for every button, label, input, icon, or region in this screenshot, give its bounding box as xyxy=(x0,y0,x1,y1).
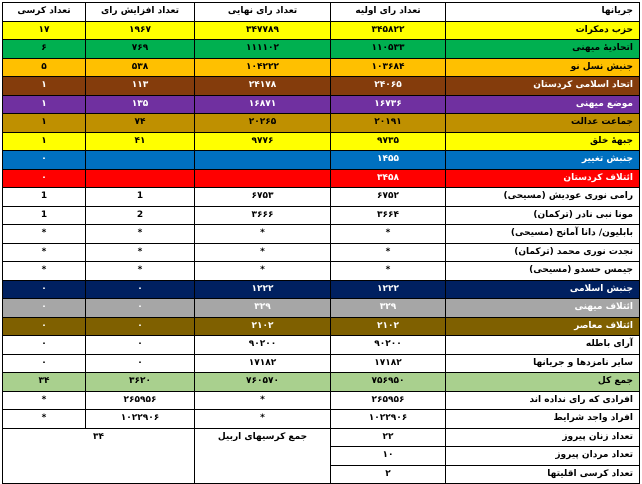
table-row xyxy=(3,114,640,133)
final-votes-cell: ۳۲۹ xyxy=(195,299,331,318)
footer-value-cell: ۱۰ xyxy=(331,447,446,466)
initial-votes-cell: ۲۰۱۹۱ xyxy=(331,114,446,133)
seats-cell: ۱ xyxy=(3,95,86,114)
table-row xyxy=(3,188,640,207)
header-initial-votes: تعداد رای اولیه xyxy=(331,3,446,22)
party-name-cell: جبههٔ خلق xyxy=(446,132,640,151)
final-votes-cell: ۳۴۷۷۸۹ xyxy=(195,21,331,40)
table-row xyxy=(3,262,640,281)
final-votes-cell: ۱۰۴۲۲۲ xyxy=(195,58,331,77)
final-votes-cell: * xyxy=(195,410,331,429)
initial-votes-cell: ۹۷۳۵ xyxy=(331,132,446,151)
final-votes-cell: ۱۱۱۱۰۲ xyxy=(195,40,331,59)
initial-votes-cell: ۲۱۰۲ xyxy=(331,317,446,336)
seats-cell: * xyxy=(3,225,86,244)
seats-cell: ۰ xyxy=(3,280,86,299)
footer-value-cell: ۲ xyxy=(331,465,446,484)
final-votes-cell: ۱۷۱۸۲ xyxy=(195,354,331,373)
table-row xyxy=(3,299,640,318)
vote-increase-cell: ۰ xyxy=(86,280,195,299)
table-row xyxy=(3,40,640,59)
initial-votes-cell: ۱۱۰۵۳۳ xyxy=(331,40,446,59)
seats-cell: ۰ xyxy=(3,169,86,188)
table-row xyxy=(3,21,640,40)
party-name-cell: افرادی که رای نداده اند xyxy=(446,391,640,410)
initial-votes-cell: ۱۴۵۵ xyxy=(331,151,446,170)
vote-increase-cell: ۰ xyxy=(86,299,195,318)
seats-cell: ۰ xyxy=(3,151,86,170)
table-row xyxy=(3,169,640,188)
party-name-cell: بابلیون/ دانا آمانج (مسیحی) xyxy=(446,225,640,244)
footer-label-cell: تعداد مردان پیروز xyxy=(446,447,640,466)
vote-increase-cell: * xyxy=(86,225,195,244)
final-votes-cell: ۲۴۱۷۸ xyxy=(195,77,331,96)
initial-votes-cell: ۲۶۵۹۵۶ xyxy=(331,391,446,410)
footer-value-cell: ۲۲ xyxy=(331,428,446,447)
table-row xyxy=(3,225,640,244)
table-row xyxy=(3,151,640,170)
final-votes-cell: * xyxy=(195,391,331,410)
vote-increase-cell: ۵۳۸ xyxy=(86,58,195,77)
final-votes-cell: ۲۰۲۶۵ xyxy=(195,114,331,133)
party-name-cell: جنبش تغییر xyxy=(446,151,640,170)
party-name-cell: جنبش نسل نو xyxy=(446,58,640,77)
party-name-cell: اتحاد اسلامی کردستان xyxy=(446,77,640,96)
vote-increase-cell xyxy=(86,151,195,170)
vote-increase-cell: ۱۹۶۷ xyxy=(86,21,195,40)
party-name-cell: جیمس حسدو (مسیحی) xyxy=(446,262,640,281)
footer-label-cell: تعداد زنان پیروز xyxy=(446,428,640,447)
initial-votes-cell: ۱۰۲۲۹۰۶ xyxy=(331,410,446,429)
final-votes-cell: * xyxy=(195,262,331,281)
vote-increase-cell: ۴۱ xyxy=(86,132,195,151)
table-row xyxy=(3,354,640,373)
vote-increase-cell: ۷۴ xyxy=(86,114,195,133)
seats-cell: ۱ xyxy=(3,114,86,133)
header-seats: تعداد کرسی xyxy=(3,3,86,22)
seats-cell: ۰ xyxy=(3,336,86,355)
party-name-cell: موضع میهنی xyxy=(446,95,640,114)
erbil-seats-label: جمع کرسیهای اربیل xyxy=(195,428,331,484)
initial-votes-cell: ۹۰۲۰۰ xyxy=(331,336,446,355)
seats-cell: * xyxy=(3,262,86,281)
table-row xyxy=(3,280,640,299)
party-name-cell: سایر نامزدها و جریانها xyxy=(446,354,640,373)
footer-label-cell: تعداد کرسی اقلیتها xyxy=(446,465,640,484)
seats-cell: ۱ xyxy=(3,77,86,96)
party-name-cell: ائتلاف کردستان xyxy=(446,169,640,188)
vote-increase-cell: ۱۳۵ xyxy=(86,95,195,114)
vote-increase-cell: ۱۰۲۲۹۰۶ xyxy=(86,410,195,429)
vote-increase-cell: * xyxy=(86,243,195,262)
header-vote-increase: تعداد افزایش رای xyxy=(86,3,195,22)
final-votes-cell: ۱۶۸۷۱ xyxy=(195,95,331,114)
seats-cell: * xyxy=(3,391,86,410)
initial-votes-cell: ۱۶۷۳۶ xyxy=(331,95,446,114)
initial-votes-cell: * xyxy=(331,262,446,281)
party-name-cell: حزب دمکرات xyxy=(446,21,640,40)
table-header-row xyxy=(3,3,640,22)
vote-increase-cell: 2 xyxy=(86,206,195,225)
table-row xyxy=(3,95,640,114)
final-votes-cell: ۳۶۶۶ xyxy=(195,206,331,225)
erbil-total-seats: ۳۴ xyxy=(3,428,195,484)
vote-increase-cell: ۰ xyxy=(86,317,195,336)
vote-increase-cell: ۰ xyxy=(86,336,195,355)
vote-increase-cell: ۲۶۵۹۵۶ xyxy=(86,391,195,410)
footer-row xyxy=(3,428,640,447)
vote-increase-cell: 1 xyxy=(86,188,195,207)
initial-votes-cell: ۷۵۶۹۵۰ xyxy=(331,373,446,392)
initial-votes-cell: ۶۷۵۲ xyxy=(331,188,446,207)
seats-cell: 1 xyxy=(3,188,86,207)
final-votes-cell: ۷۶۰۵۷۰ xyxy=(195,373,331,392)
vote-increase-cell: ۳۶۲۰ xyxy=(86,373,195,392)
party-name-cell: نجدت نوری محمد (ترکمان) xyxy=(446,243,640,262)
vote-increase-cell xyxy=(86,169,195,188)
final-votes-cell: ۹۷۷۶ xyxy=(195,132,331,151)
seats-cell: ۱۷ xyxy=(3,21,86,40)
party-name-cell: جنبش اسلامی xyxy=(446,280,640,299)
seats-cell: ۰ xyxy=(3,299,86,318)
election-results-table xyxy=(2,2,640,484)
initial-votes-cell: ۲۴۰۶۵ xyxy=(331,77,446,96)
table-row xyxy=(3,77,640,96)
party-name-cell: جمع کل xyxy=(446,373,640,392)
final-votes-cell: ۱۲۲۲ xyxy=(195,280,331,299)
initial-votes-cell: ۱۰۳۶۸۴ xyxy=(331,58,446,77)
initial-votes-cell: * xyxy=(331,243,446,262)
initial-votes-cell: ۳۴۵۸ xyxy=(331,169,446,188)
vote-increase-cell: ۰ xyxy=(86,354,195,373)
seats-cell: ۳۴ xyxy=(3,373,86,392)
initial-votes-cell: ۱۲۲۲ xyxy=(331,280,446,299)
header-final-votes: تعداد رای نهایی xyxy=(195,3,331,22)
table-row xyxy=(3,391,640,410)
seats-cell: ۰ xyxy=(3,317,86,336)
party-name-cell: مونا نبی نادر (ترکمان) xyxy=(446,206,640,225)
seats-cell: ۱ xyxy=(3,132,86,151)
vote-increase-cell: ۷۶۹ xyxy=(86,40,195,59)
final-votes-cell: * xyxy=(195,243,331,262)
seats-cell: ۵ xyxy=(3,58,86,77)
party-name-cell: جماعت عدالت xyxy=(446,114,640,133)
seats-cell: * xyxy=(3,243,86,262)
party-name-cell: آرای باطله xyxy=(446,336,640,355)
party-name-cell: افراد واجد شرایط xyxy=(446,410,640,429)
final-votes-cell: ۹۰۲۰۰ xyxy=(195,336,331,355)
initial-votes-cell: ۳۲۹ xyxy=(331,299,446,318)
final-votes-cell: ۲۱۰۲ xyxy=(195,317,331,336)
final-votes-cell: ۶۷۵۳ xyxy=(195,188,331,207)
final-votes-cell xyxy=(195,151,331,170)
table-row xyxy=(3,206,640,225)
initial-votes-cell: * xyxy=(331,225,446,244)
seats-cell: ۶ xyxy=(3,40,86,59)
seats-cell: 1 xyxy=(3,206,86,225)
table-row xyxy=(3,410,640,429)
party-name-cell: اتحادیهٔ میهنی xyxy=(446,40,640,59)
initial-votes-cell: ۳۴۵۸۲۲ xyxy=(331,21,446,40)
initial-votes-cell: ۱۷۱۸۲ xyxy=(331,354,446,373)
table-row xyxy=(3,58,640,77)
seats-cell: ۰ xyxy=(3,354,86,373)
table-row xyxy=(3,243,640,262)
party-name-cell: رامی نوری عودیش (مسیحی) xyxy=(446,188,640,207)
vote-increase-cell: ۱۱۳ xyxy=(86,77,195,96)
party-name-cell: ائتلاف معاصر xyxy=(446,317,640,336)
initial-votes-cell: ۳۶۶۴ xyxy=(331,206,446,225)
table-row xyxy=(3,132,640,151)
table-row xyxy=(3,373,640,392)
table-row xyxy=(3,336,640,355)
header-party: جریانها xyxy=(446,3,640,22)
vote-increase-cell: * xyxy=(86,262,195,281)
final-votes-cell xyxy=(195,169,331,188)
table-row xyxy=(3,317,640,336)
seats-cell: * xyxy=(3,410,86,429)
final-votes-cell: * xyxy=(195,225,331,244)
party-name-cell: ائتلاف میهنی xyxy=(446,299,640,318)
